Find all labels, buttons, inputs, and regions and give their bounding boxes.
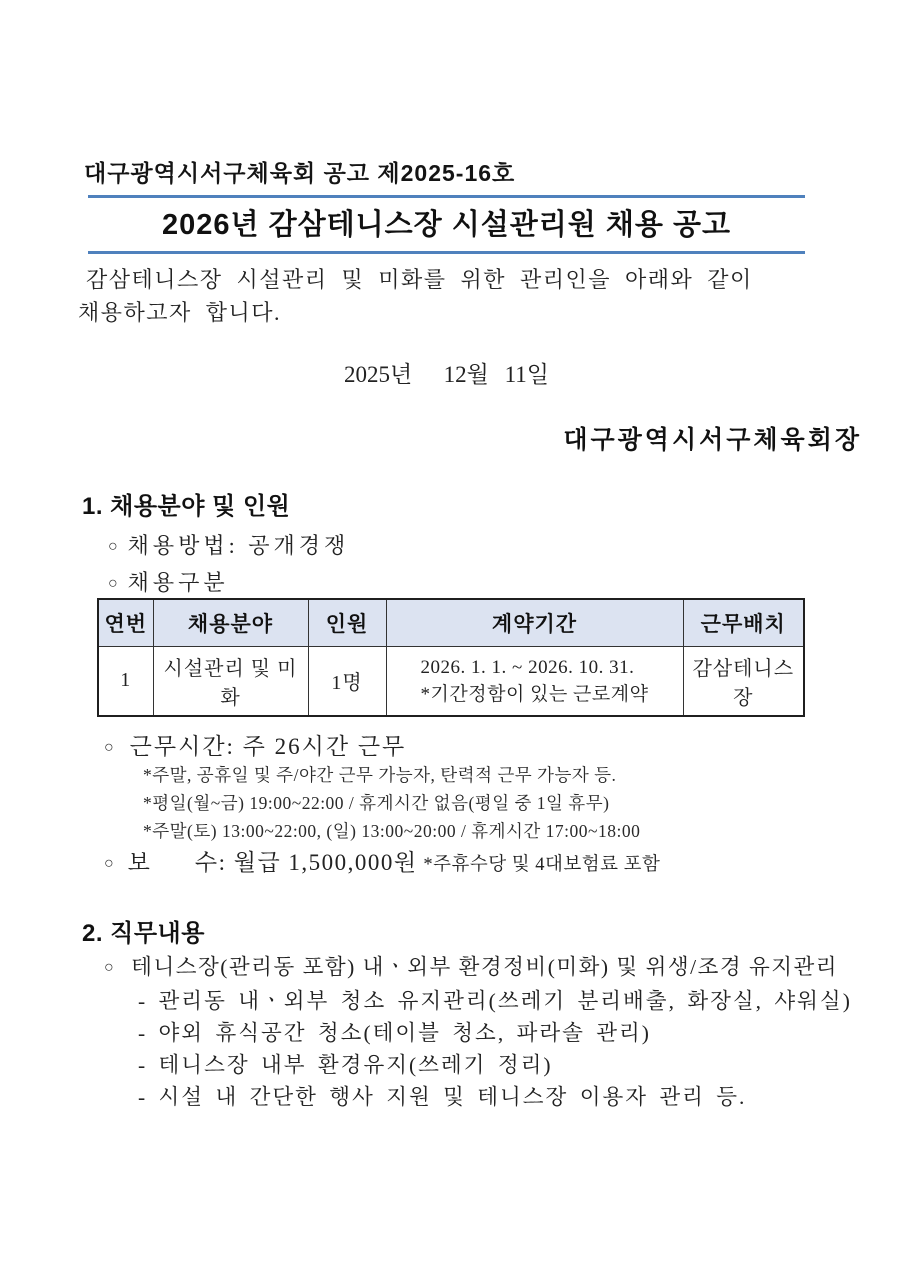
table-row [98,646,804,716]
cell-field: 시설관리 및 미화 [153,646,308,716]
bullet-recruit-category [108,566,229,597]
col-header-no: 연번 [98,599,153,646]
cell-period-line1: 2026. 1. 1. ~ 2026. 10. 31. [420,656,635,678]
title-rule-bottom [88,251,805,254]
cell-location: 감삼테니스장 [683,646,804,716]
col-header-count: 인원 [308,599,386,646]
circle-bullet-icon: ○ [104,855,114,872]
signature-issuer: 대구광역시서구체육회장 [563,427,862,454]
section1-heading: 1. 채용분야 및 인원 [82,493,291,520]
bullet-recruit-method [108,529,349,560]
circle-bullet-icon: ○ [108,538,122,555]
bullet-work-time-text: 근무시간: 주 26시간 근무 [129,734,407,759]
section2-heading: 2. 직무내용 [82,920,205,947]
col-header-period: 계약기간 [386,599,683,646]
duty-list-item: - 테니스장 내부 환경유지(쓰레기 정리) [138,1053,553,1077]
title-rule-top [88,195,805,198]
cell-period-line2: *기간정함이 있는 근로계약 [420,683,649,705]
work-time-note: *평일(월~금) 19:00~22:00 / 휴게시간 없음(평일 중 1일 휴무) [143,793,610,813]
duty-list-item: - 시설 내 간단한 행사 지원 및 테니스장 이용자 관리 등. [138,1085,747,1109]
intro-paragraph-line1: 감삼테니스장 시설관리 및 미화를 위한 관리인을 아래와 같이 [86,267,753,292]
recruitment-table [97,598,805,717]
circle-bullet-icon: ○ [108,575,122,592]
intro-paragraph-line2: 채용하고자 합니다. [78,300,282,325]
duty-list-item: - 관리동 내ㆍ외부 청소 유지관리(쓰레기 분리배출, 화장실, 샤워실) [138,989,852,1013]
duty-list-item: - 야외 휴식공간 청소(테이블 청소, 파라솔 관리) [138,1021,651,1045]
bullet-work-time [104,728,406,761]
col-header-location: 근무배치 [683,599,804,646]
bullet-recruit-method-text: 채용방법: 공개경쟁 [127,533,350,558]
announcement-date: 2025년 12월 11일 [343,362,550,387]
bullet-duties [104,950,838,981]
table-header-row [98,599,804,646]
cell-period [386,646,683,716]
work-time-note: *주말, 공휴일 및 주/야간 근무 가능자, 탄력적 근무 가능자 등. [143,765,617,785]
pay-note-text: *주휴수당 및 4대보험료 포함 [423,855,661,875]
circle-bullet-icon: ○ [104,959,116,976]
pay-amount-text: 보 수: 월급 1,500,000원 [127,850,418,875]
cell-no: 1 [98,646,153,716]
bullet-recruit-category-text: 채용구분 [127,570,229,595]
doc-number: 대구광역시서구체육회 공고 제2025-16호 [84,160,516,186]
work-time-note: *주말(토) 13:00~22:00, (일) 13:00~20:00 / 휴게시간 17:00~18:00 [143,821,641,841]
col-header-field: 채용분야 [153,599,308,646]
circle-bullet-icon: ○ [104,739,116,756]
bullet-duties-text: 테니스장(관리동 포함) 내ㆍ외부 환경정비(미화) 및 위생/조경 유지관리 [131,955,839,979]
cell-count: 1명 [308,646,386,716]
page-title: 2026년 감삼테니스장 시설관리원 채용 공고 [162,209,731,241]
bullet-pay [104,844,660,877]
